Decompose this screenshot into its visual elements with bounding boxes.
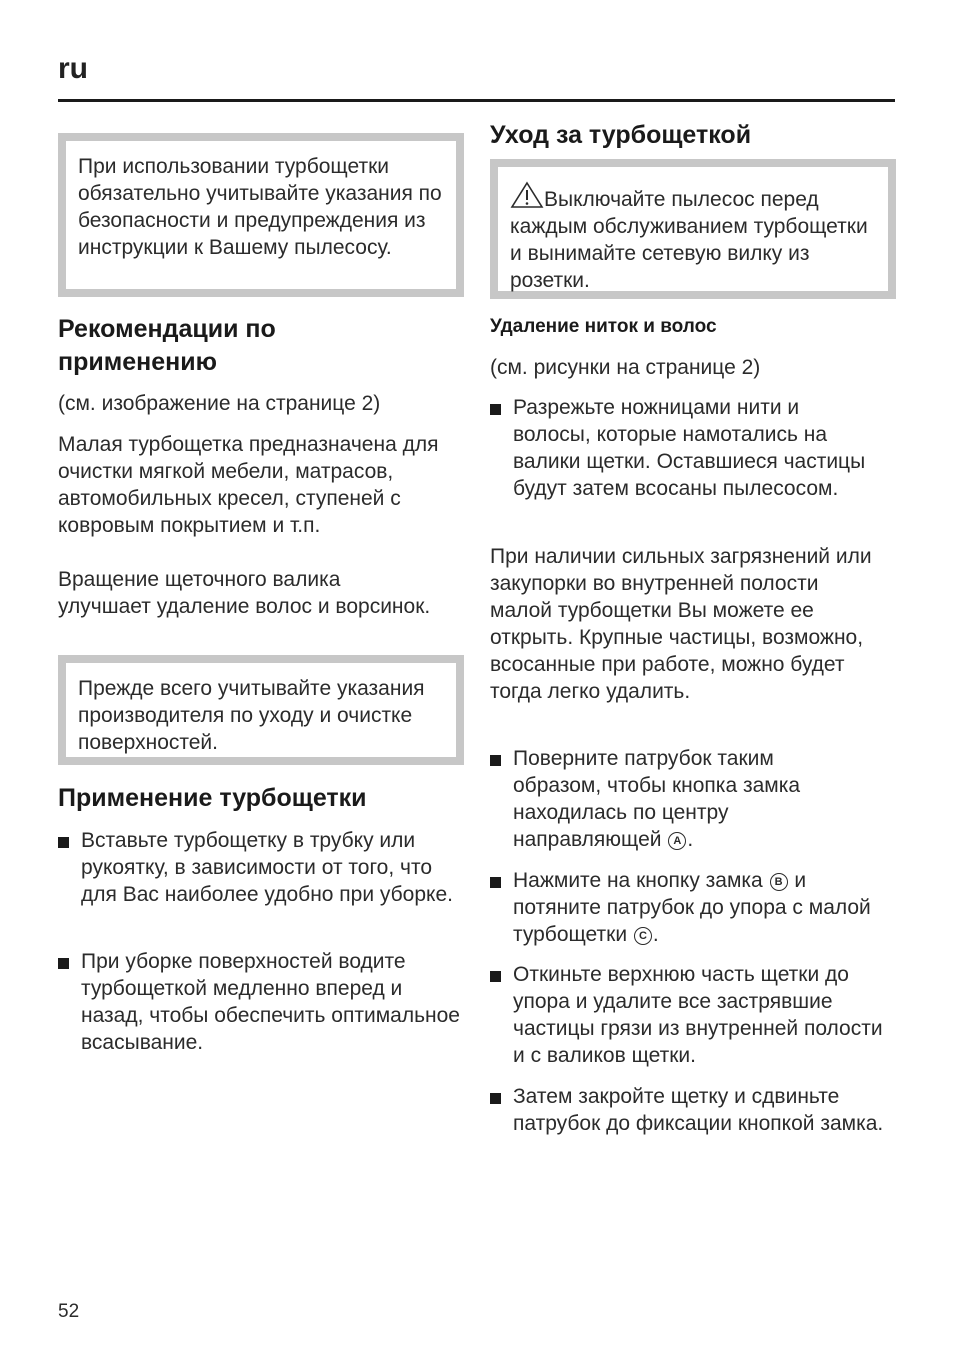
note-box-safety [58,133,464,297]
square-bullet-icon [490,404,501,415]
square-bullet-icon [58,837,69,848]
section-heading-recommendations: Рекомендации по применению [58,315,276,376]
figure-reference: (см. рисунки на странице 2) [490,356,761,379]
square-bullet-icon [490,755,501,766]
warning-text: Выключайте пылесос перед каждым обслуживанием турбощетки и вынимайте сетевую вилку из розетки. [510,188,868,292]
note-text: При использовании турбощетки обязательно учитывайте указания по безопасности и предупреждения из инструкции к Вашему пылесосу. [78,155,442,259]
marker-b-icon: B [770,873,788,891]
marker-c-icon: C [634,927,652,945]
subheading-threads-hair: Удаление ниток и волос [490,316,717,337]
figure-reference: (см. изображение на странице 2) [58,392,381,415]
note-text: Прежде всего учитывайте указания производителя по уходу и очистке поверхностей. [78,677,425,754]
square-bullet-icon [490,877,501,888]
list-item: Нажмите на кнопку замка B и потяните патрубок до упора с малой турбощетки C . [490,867,896,948]
paragraph-purpose: Малая турбощетка предназначена для очистки мягкой мебели, матрасов, автомобильных кресел, ступеней с ковровым покрытием и т.п. [58,433,439,537]
list-item: Разрежьте ножницами нити и волосы, которые намотались на валики щетки. Оставшиеся частицы будут затем всосаны пылесосом. [490,394,896,502]
list-item: При уборке поверхностей водите турбощеткой медленно вперед и назад, чтобы обеспечить оптимальное всасывание. [58,948,464,1056]
warning-triangle-icon [510,181,544,209]
paragraph-open-brush: При наличии сильных загрязнений или закупорки во внутренней полости малой турбощетки Вы можете ее открыть. Крупные частицы, возможно, всосанные при работе, можно будет тогда легко удалить. [490,545,872,703]
square-bullet-icon [490,971,501,982]
list-item: Вставьте турбощетку в трубку или рукоятку, в зависимости от того, что для Вас наиболее удобно при уборке. [58,827,464,908]
square-bullet-icon [490,1093,501,1104]
language-code: ru [58,52,88,85]
list-item: Откиньте верхнюю часть щетки до упора и удалите все застрявшие частицы грязи из внутренней полости и с валиков щетки. [490,961,896,1069]
list-item: Поверните патрубок таким образом, чтобы кнопка замка находилась по центру направляющей A . [490,745,896,853]
list-item: Затем закройте щетку и сдвиньте патрубок до фиксации кнопкой замка. [490,1083,896,1137]
square-bullet-icon [58,958,69,969]
note-box-manufacturer [58,655,464,765]
section-heading-usage: Применение турбощетки [58,784,367,812]
warning-box [490,159,896,299]
page-number: 52 [58,1301,80,1322]
section-heading-care: Уход за турбощеткой [490,121,752,149]
paragraph-rotation: Вращение щеточного валика улучшает удаление волос и ворсинок. [58,568,431,618]
header-rule [58,99,895,102]
marker-a-icon: A [668,832,686,850]
